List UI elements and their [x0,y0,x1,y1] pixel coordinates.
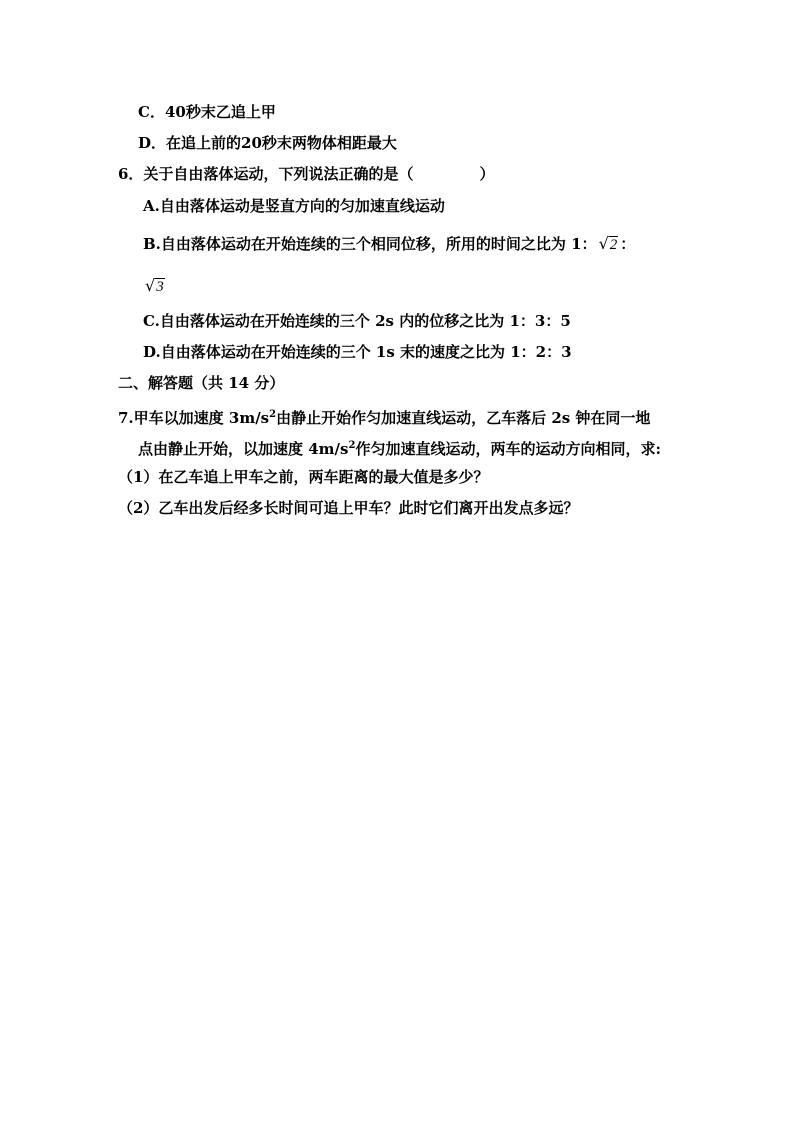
q5-option-c: C．40秒末乙追上甲 [138,103,276,121]
q6-option-b-separator: ： [620,235,636,253]
sqrt-3: √3 [145,276,164,295]
q7-line-2-b: 作匀加速直线运动，两车的运动方向相同，求: [355,440,661,458]
q7-line-1-sup: 2 [269,409,277,420]
q7-line-2-sup: 2 [348,440,356,451]
q6-stem-prefix: 6．关于自由落体运动，下列说法正确的是（ [118,165,414,183]
q7-sub-1: （1）在乙车追上甲车之前，两车距离的最大值是多少？ [118,468,489,486]
q6-option-b-cont [143,276,167,296]
q6-option-b [143,234,635,254]
q7-line-1 [118,405,650,428]
q7-line-1-b: 由静止开始作匀加速直线运动，乙车落后 2s 钟在同一地 [276,409,651,427]
section-heading: 二、解答题（共 14 分） [118,374,285,392]
q7-line-2-a: 点由静止开始，以加速度 4m/s [138,440,349,458]
q7-line-2 [138,436,661,459]
q6-stem-suffix: ） [479,165,495,183]
q6-option-b-text: B.自由落体运动在开始连续的三个相同位移，所用的时间之比为 1： [143,235,597,253]
q6-stem [118,164,494,184]
q6-option-a: A.自由落体运动是竖直方向的匀加速直线运动 [143,197,445,215]
q7-sub-2: （2）乙车出发后经多长时间可追上甲车？此时它们离开出发点多远？ [118,499,579,517]
q6-option-d: D.自由落体运动在开始连续的三个 1s 末的速度之比为 1：2：3 [143,343,572,361]
q6-option-c: C.自由落体运动在开始连续的三个 2s 内的位移之比为 1：3：5 [143,312,571,330]
sqrt-2: √2 [598,234,618,253]
q7-line-1-a: 7.甲车以加速度 3m/s [118,409,270,427]
q5-option-d: D．在追上前的20秒末两物体相距最大 [138,134,397,152]
